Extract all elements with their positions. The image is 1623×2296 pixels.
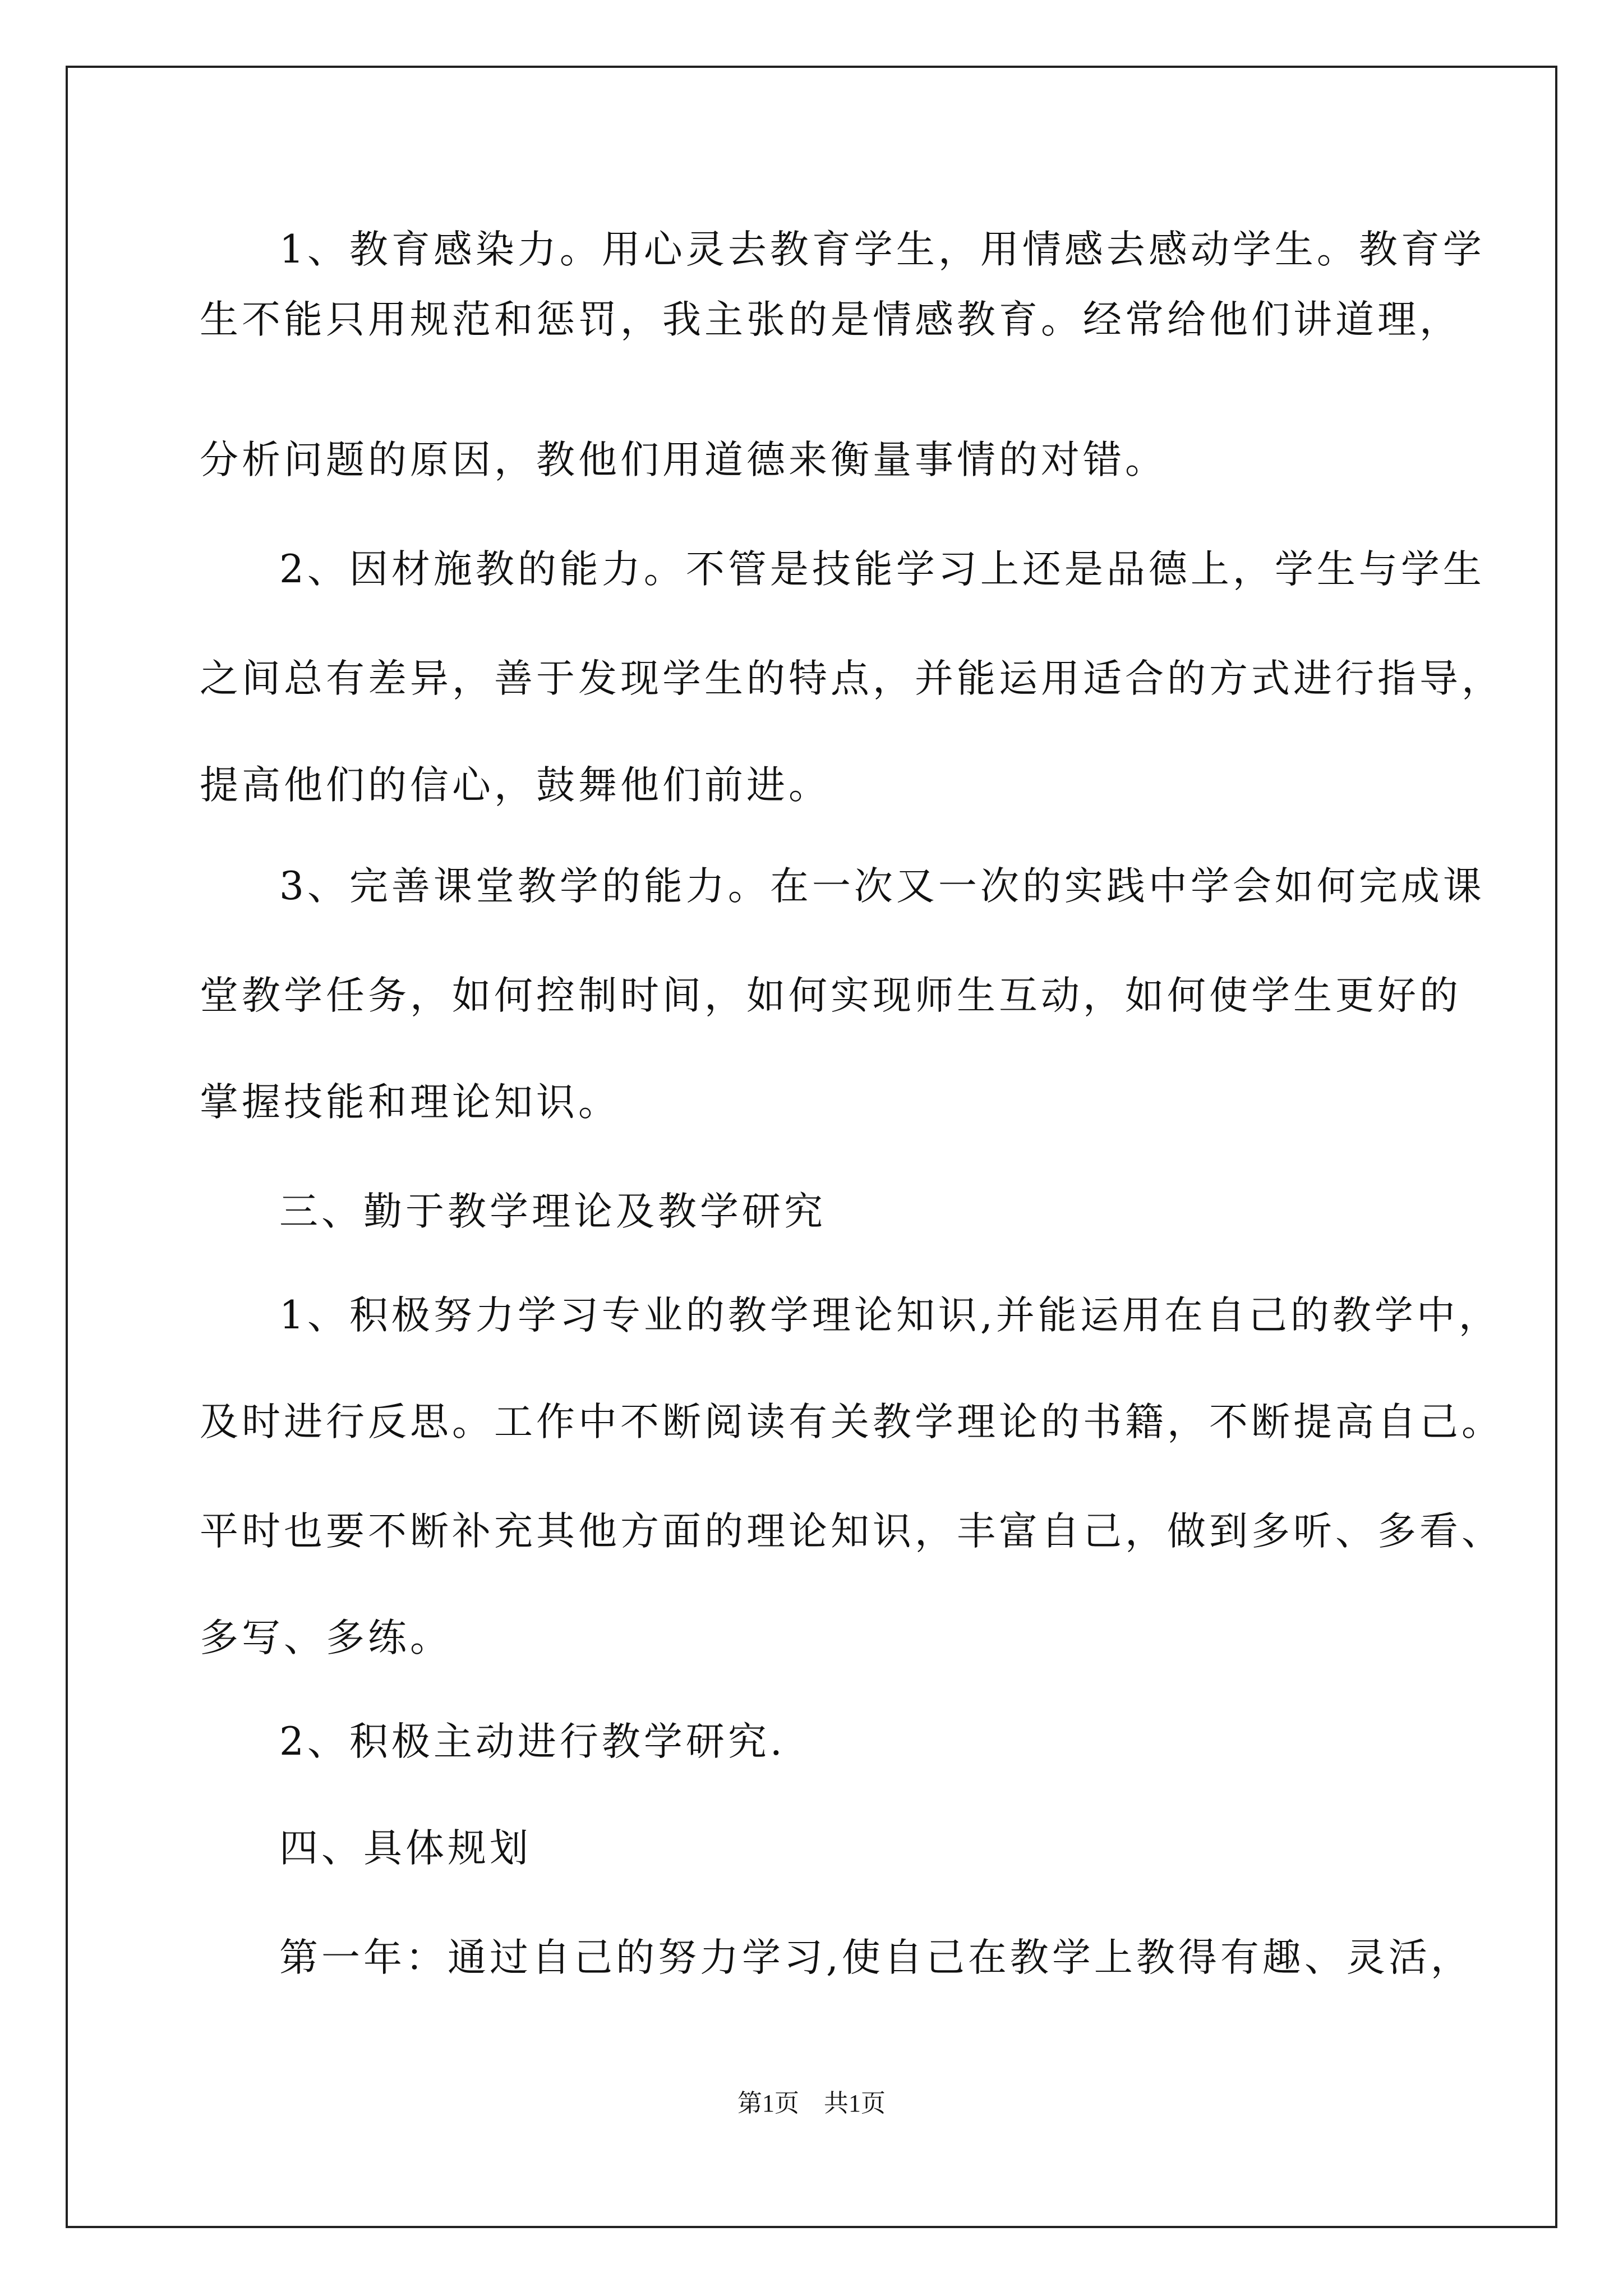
paragraph-2-line-1: 2、因材施教的能力。不管是技能学习上还是品德上，学生与学生 <box>279 547 1485 592</box>
section-heading-4: 四、具体规划 <box>279 1826 532 1871</box>
paragraph-3-line-1: 3、完善课堂教学的能力。在一次又一次的实践中学会如何完成课 <box>279 864 1485 909</box>
paragraph-1-line-3: 分析问题的原因，教他们用道德来衡量事情的对错。 <box>200 438 1167 482</box>
page-border <box>66 66 1557 2228</box>
paragraph-1-line-1: 1、教育感染力。用心灵去教育学生，用情感去感动学生。教育学 <box>279 227 1485 272</box>
paragraph-4-line-3: 平时也要不断补充其他方面的理论知识，丰富自己，做到多听、多看、 <box>200 1509 1504 1554</box>
paragraph-4-line-4: 多写、多练。 <box>200 1616 452 1660</box>
paragraph-2-line-3: 提高他们的信心，鼓舞他们前进。 <box>200 763 831 808</box>
paragraph-3-line-3: 掌握技能和理论知识。 <box>200 1080 620 1125</box>
section-heading-3: 三、勤于教学理论及教学研究 <box>279 1189 826 1234</box>
paragraph-3-line-2: 堂教学任务，如何控制时间，如何实现师生互动，如何使学生更好的 <box>200 973 1461 1018</box>
paragraph-5-line-1: 2、积极主动进行教学研究. <box>279 1719 786 1764</box>
page-number-footer: 第1页 共1页 <box>737 2090 886 2117</box>
paragraph-4-line-2: 及时进行反思。工作中不断阅读有关教学理论的书籍，不断提高自己。 <box>200 1400 1504 1444</box>
paragraph-6-line-1: 第一年：通过自己的努力学习,使自己在教学上教得有趣、灵活， <box>279 1935 1473 1980</box>
paragraph-2-line-2: 之间总有差异，善于发现学生的特点，并能运用适合的方式进行指导， <box>200 656 1504 701</box>
paragraph-4-line-1: 1、积极努力学习专业的教学理论知识,并能运用在自己的教学中， <box>279 1293 1501 1338</box>
paragraph-1-line-2: 生不能只用规范和惩罚，我主张的是情感教育。经常给他们讲道理， <box>200 297 1461 342</box>
